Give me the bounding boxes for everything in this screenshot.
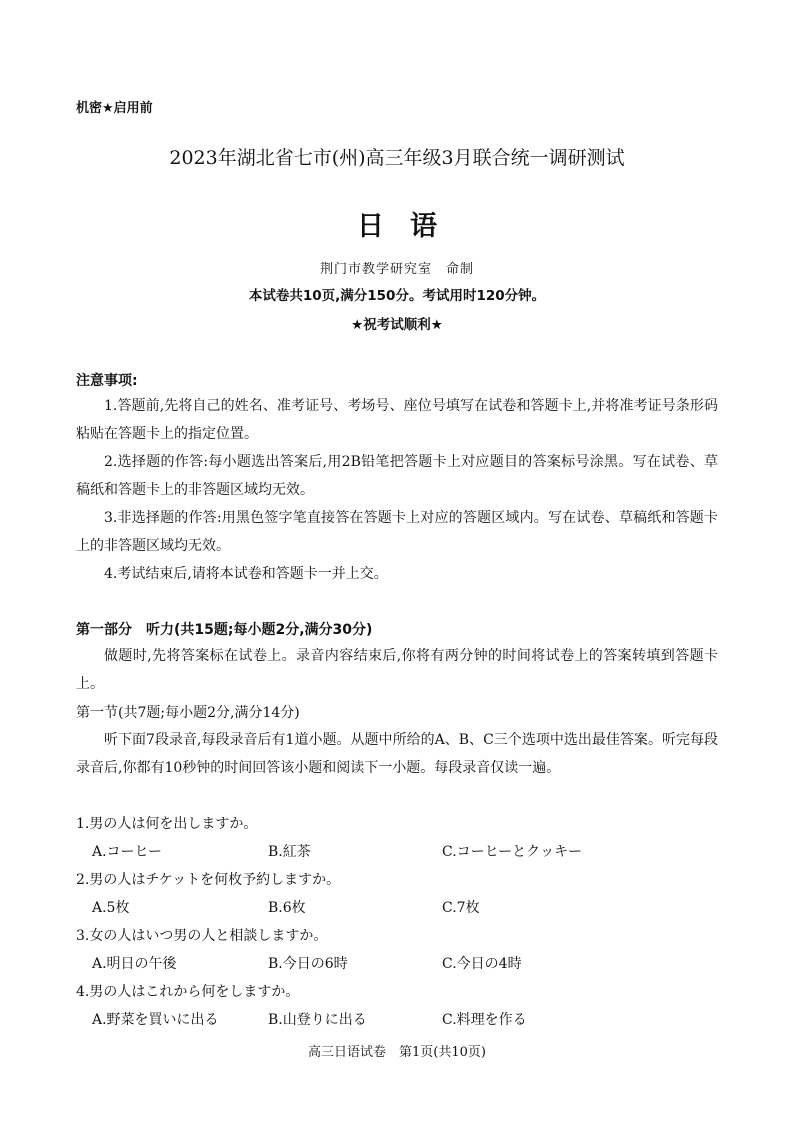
section1-heading: 第一节(共7题;每小题2分,满分14分) <box>76 705 300 721</box>
option-c: C.7枚 <box>442 900 480 916</box>
question-stem: 3.女の人はいつ男の人と相談しますか。 <box>76 928 328 944</box>
option-a: A.コーヒー <box>92 844 163 860</box>
notice-item: 1.答题前,先将自己的姓名、准考证号、考场号、座位号填写在试卷和答题卡上,并将准考证号条形码粘贴在答题卡上的指定位置。 <box>76 398 718 442</box>
confidential-label: 机密★启用前 <box>76 101 153 116</box>
option-c: C.今日の4時 <box>442 956 522 972</box>
page-footer: 高三日语试卷 第1页(共10页) <box>308 1045 486 1060</box>
notice-heading: 注意事项: <box>76 373 138 389</box>
section1-instruction: 听下面7段录音,每段录音后有1道小题。从题中所给的A、B、C三个选项中选出最佳答案。听完每段录音后,你都有10秒钟的时间回答该小题和阅读下一小题。每段录音仅读一遍。 <box>76 732 718 776</box>
notice-item: 4.考试结束后,请将本试卷和答题卡一并上交。 <box>104 566 388 582</box>
notice-item: 2.选择题的作答:每小题选出答案后,用2B铅笔把答题卡上对应题目的答案标号涂黑。写在试卷、草稿纸和答题卡上的非答题区域均无效。 <box>76 454 718 498</box>
question-stem: 1.男の人は何を出しますか。 <box>76 816 258 832</box>
option-b: B.6枚 <box>268 900 306 916</box>
option-c: C.料理を作る <box>442 1012 527 1028</box>
compiler-line: 荆门市教学研究室 命制 <box>319 262 474 277</box>
option-c: C.コーヒーとクッキー <box>442 844 583 860</box>
option-b: B.今日の6時 <box>268 956 348 972</box>
option-a: A.明日の午後 <box>92 956 177 972</box>
option-b: B.紅茶 <box>268 844 311 860</box>
subject-title: 日语 <box>357 211 463 242</box>
question-stem: 2.男の人はチケットを何枚予約しますか。 <box>76 872 341 888</box>
option-a: A.野菜を買いに出る <box>92 1012 219 1028</box>
option-b: B.山登りに出る <box>268 1012 367 1028</box>
notice-item: 3.非选择题的作答:用黑色签字笔直接答在答题卡上对应的答题区域内。写在试卷、草稿纸和答题卡上的非答题区域均无效。 <box>76 510 718 554</box>
option-a: A.5枚 <box>92 900 130 916</box>
exam-info: 本试卷共10页,满分150分。考试用时120分钟。 <box>248 288 546 304</box>
part1-instruction: 做题时,先将答案标在试卷上。录音内容结束后,你将有两分钟的时间将试卷上的答案转填到答题卡上。 <box>76 648 718 692</box>
exam-title: 2023年湖北省七市(州)高三年级3月联合统一调研测试 <box>169 147 625 169</box>
good-luck-line: ★祝考试顺利★ <box>351 317 443 333</box>
question-stem: 4.男の人はこれから何をしますか。 <box>76 984 300 1000</box>
part1-heading: 第一部分 听力(共15题;每小题2分,满分30分) <box>76 622 373 638</box>
